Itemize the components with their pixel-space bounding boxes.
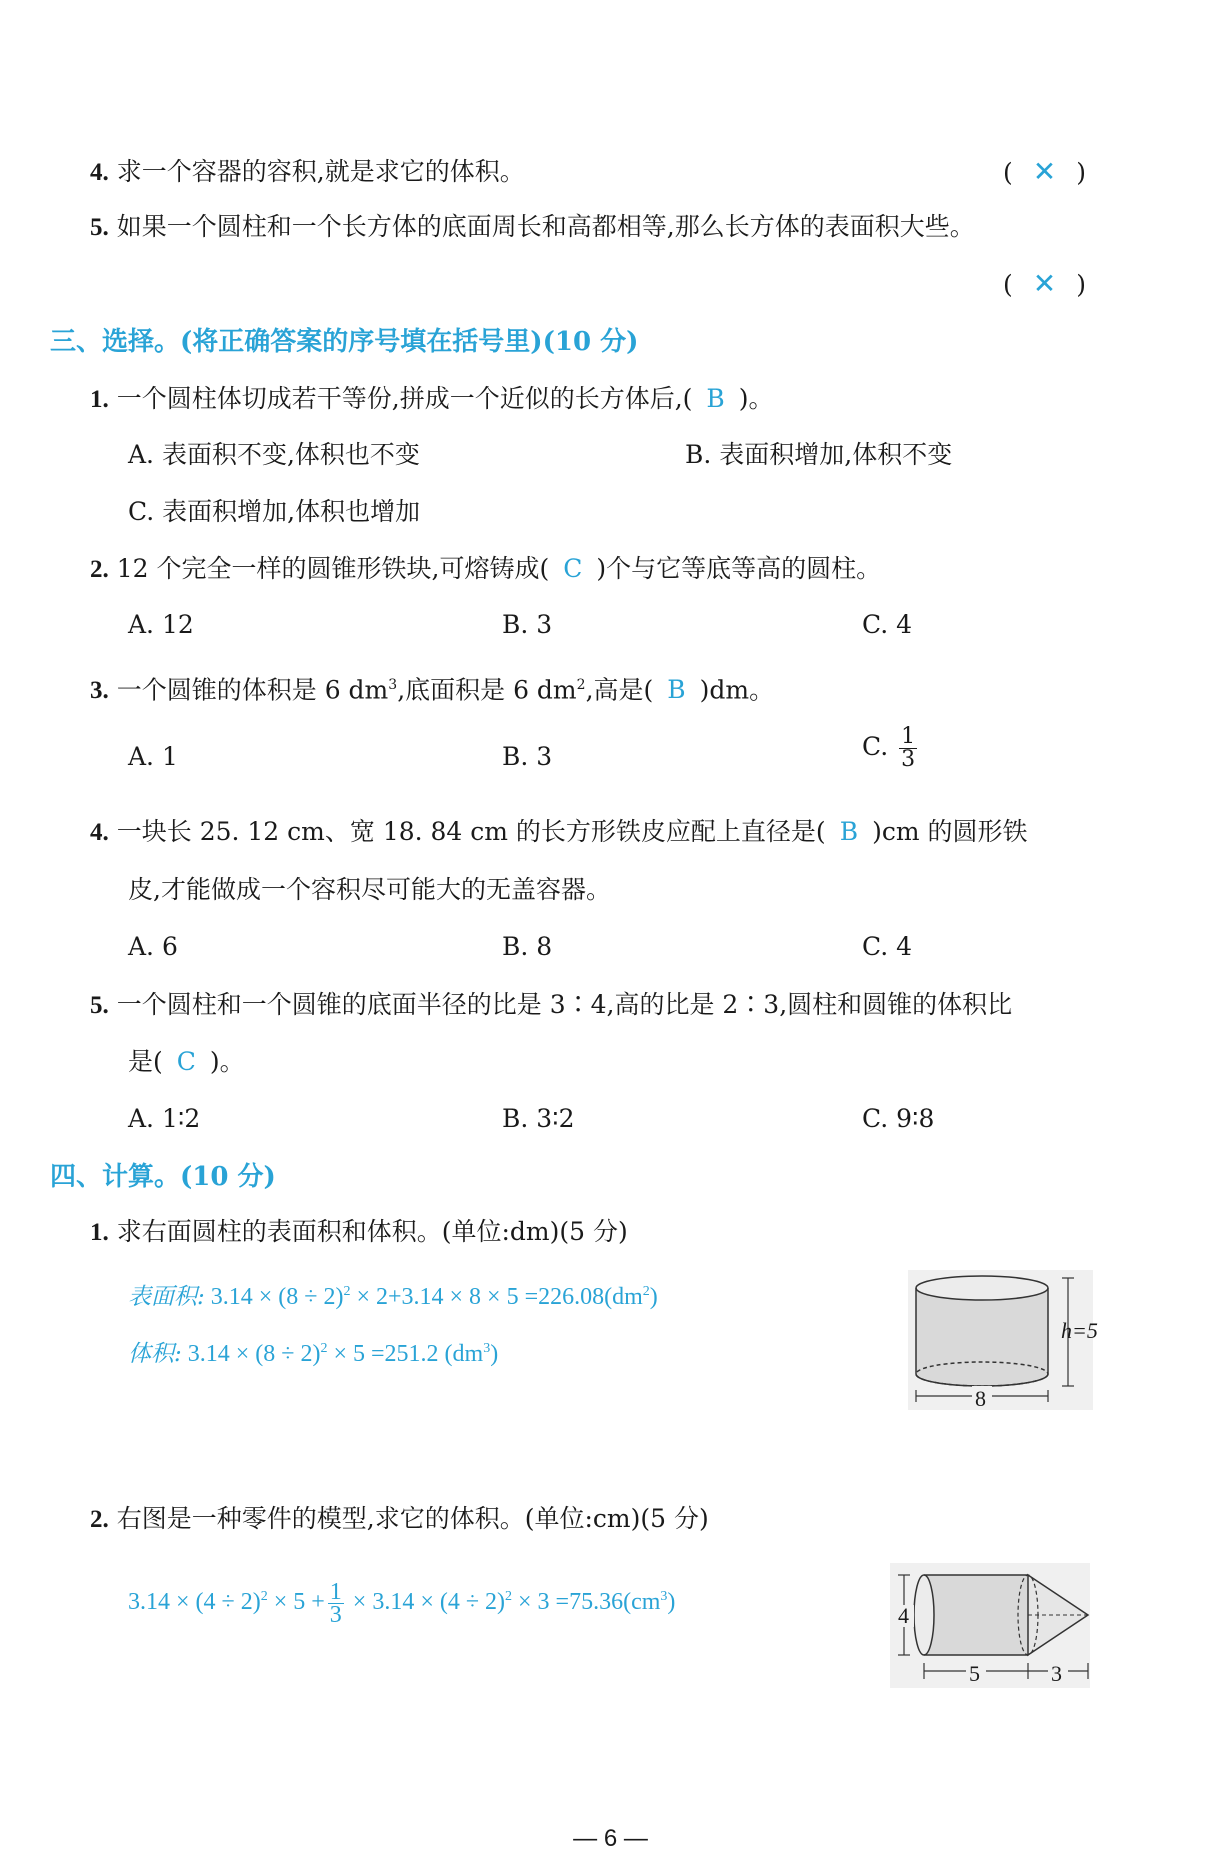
option-b: B. 3 [502, 610, 553, 639]
work-label: 体积: [128, 1341, 182, 1367]
answer: B [706, 384, 725, 413]
superscript: 2 [260, 1589, 268, 1604]
part-diameter-label: 4 [898, 1603, 909, 1628]
calc-q1 [90, 1215, 628, 1250]
option-c [862, 726, 920, 771]
superscript: 2 [576, 677, 586, 693]
question-number: 5. [90, 992, 109, 1019]
question-text: 右图是一种零件的模型,求它的体积。(单位:cm)(5 分) [116, 1504, 709, 1533]
work-expression: × 3.14 × (4 ÷ 2) [346, 1589, 506, 1615]
question-number: 3. [90, 677, 109, 705]
work-expression: ) [490, 1341, 499, 1367]
numerator: 1 [329, 1578, 342, 1605]
work-expression: ) [649, 1284, 658, 1310]
option-b: B. 3∶2 [502, 1104, 575, 1133]
work-expression: × 2+3.14 × 8 × 5 =226.08(dm [350, 1284, 643, 1310]
answer: C [563, 554, 583, 583]
work-expression: × 3 =75.36(cm [512, 1589, 661, 1615]
numerator: 1 [901, 724, 916, 749]
part-length-label: 5 [969, 1661, 980, 1686]
judge-item-4 [90, 155, 525, 190]
option-c: C. 9∶8 [862, 1104, 935, 1133]
volume-work [128, 1332, 498, 1371]
option-a: A. 1 [128, 742, 178, 771]
cone-height-label: 3 [1051, 1661, 1062, 1686]
answer: C [176, 1047, 196, 1076]
question-text-end: )cm 的圆形铁 [872, 817, 1028, 846]
part-model-figure [890, 1563, 1090, 1688]
work-expression: 3.14 × (8 ÷ 2) [187, 1341, 321, 1367]
question-text: 一个圆柱体切成若干等份,拼成一个近似的长方体后,( [116, 384, 693, 413]
denominator: 3 [329, 1601, 342, 1628]
superscript: 3 [388, 677, 398, 693]
option-b: B. 表面积增加,体积不变 [685, 440, 953, 469]
question-text: 一块长 25. 12 cm、宽 18. 84 cm 的长方形铁皮应配上直径是( [116, 817, 826, 846]
superscript: 2 [642, 1284, 650, 1299]
judge-number: 4. [90, 159, 109, 186]
surface-area-work [128, 1275, 658, 1314]
question-text-end: )dm。 [699, 675, 775, 705]
option-c: C. 表面积增加,体积也增加 [128, 497, 421, 526]
option-b: B. 3 [502, 742, 553, 771]
fraction [328, 1578, 344, 1628]
answer: B [667, 675, 686, 705]
part-volume-work [128, 1580, 675, 1626]
work-expression: × 5 + [267, 1589, 325, 1615]
height-label: h=5 [1061, 1318, 1098, 1343]
question-text: 是( [128, 1047, 163, 1076]
fraction [899, 726, 917, 771]
cylinder-figure [908, 1270, 1098, 1411]
work-label: 表面积: [128, 1284, 205, 1310]
question-text: 求右面圆柱的表面积和体积。(单位:dm)(5 分) [116, 1217, 628, 1246]
choice-q2 [90, 552, 881, 587]
judge-item-5 [90, 210, 975, 245]
question-text: 一个圆锥的体积是 6 dm [116, 675, 389, 705]
option-a: A. 表面积不变,体积也不变 [128, 440, 420, 469]
option-b: B. 8 [502, 932, 553, 961]
option-a: A. 6 [128, 932, 178, 961]
question-number: 4. [90, 819, 109, 846]
question-text: 一个圆柱和一个圆锥的底面半径的比是 3∶4,高的比是 2∶3,圆柱和圆锥的体积比 [116, 990, 1013, 1019]
work-expression: × 5 =251.2 (dm [327, 1341, 484, 1367]
judge-answer-4: ( ✕ ) [1003, 155, 1086, 188]
choice-q5 [90, 988, 1012, 1023]
superscript: 2 [320, 1341, 328, 1356]
superscript: 2 [343, 1284, 351, 1299]
question-text: ,底面积是 6 dm [397, 675, 577, 705]
denominator: 3 [901, 747, 916, 772]
question-text: 12 个完全一样的圆锥形铁块,可熔铸成( [116, 554, 550, 583]
section-3-title: 三、选择。(将正确答案的序号填在括号里)(10 分) [50, 327, 639, 357]
choice-q5-line2 [128, 1045, 245, 1079]
option-label: C. [862, 732, 889, 761]
choice-q3 [90, 668, 774, 708]
superscript: 3 [483, 1341, 491, 1356]
question-number: 2. [90, 1506, 109, 1533]
cross-mark-icon: ✕ [1032, 155, 1057, 188]
judge-text: 如果一个圆柱和一个长方体的底面周长和高都相等,那么长方体的表面积大些。 [116, 212, 975, 241]
option-c: C. 4 [862, 932, 913, 961]
work-expression: ) [667, 1589, 676, 1615]
section-4-title: 四、计算。(10 分) [50, 1162, 276, 1192]
question-text-end: )个与它等底等高的圆柱。 [596, 554, 882, 583]
question-text: ,高是( [585, 675, 654, 705]
superscript: 3 [660, 1589, 668, 1604]
calc-q2 [90, 1502, 709, 1537]
question-number: 2. [90, 556, 109, 583]
question-text-end: )。 [738, 384, 774, 413]
cross-mark-icon: ✕ [1032, 267, 1057, 300]
judge-answer-5: ( ✕ ) [1003, 267, 1086, 300]
work-expression: 3.14 × (4 ÷ 2) [128, 1589, 261, 1615]
question-number: 1. [90, 386, 109, 413]
choice-q4-line2: 皮,才能做成一个容积尽可能大的无盖容器。 [128, 875, 611, 904]
work-expression: 3.14 × (8 ÷ 2) [210, 1284, 344, 1310]
diameter-label: 8 [975, 1386, 986, 1411]
answer: B [839, 817, 859, 846]
choice-q4 [90, 815, 1027, 850]
page-number: — 6 — [573, 1825, 648, 1852]
superscript: 2 [505, 1589, 513, 1604]
judge-number: 5. [90, 214, 109, 241]
question-text-end: )。 [209, 1047, 245, 1076]
option-c: C. 4 [862, 610, 913, 639]
judge-text: 求一个容器的容积,就是求它的体积。 [116, 157, 525, 186]
option-a: A. 1∶2 [128, 1104, 201, 1133]
option-a: A. 12 [128, 610, 194, 639]
question-number: 1. [90, 1219, 109, 1246]
choice-q1 [90, 382, 774, 417]
